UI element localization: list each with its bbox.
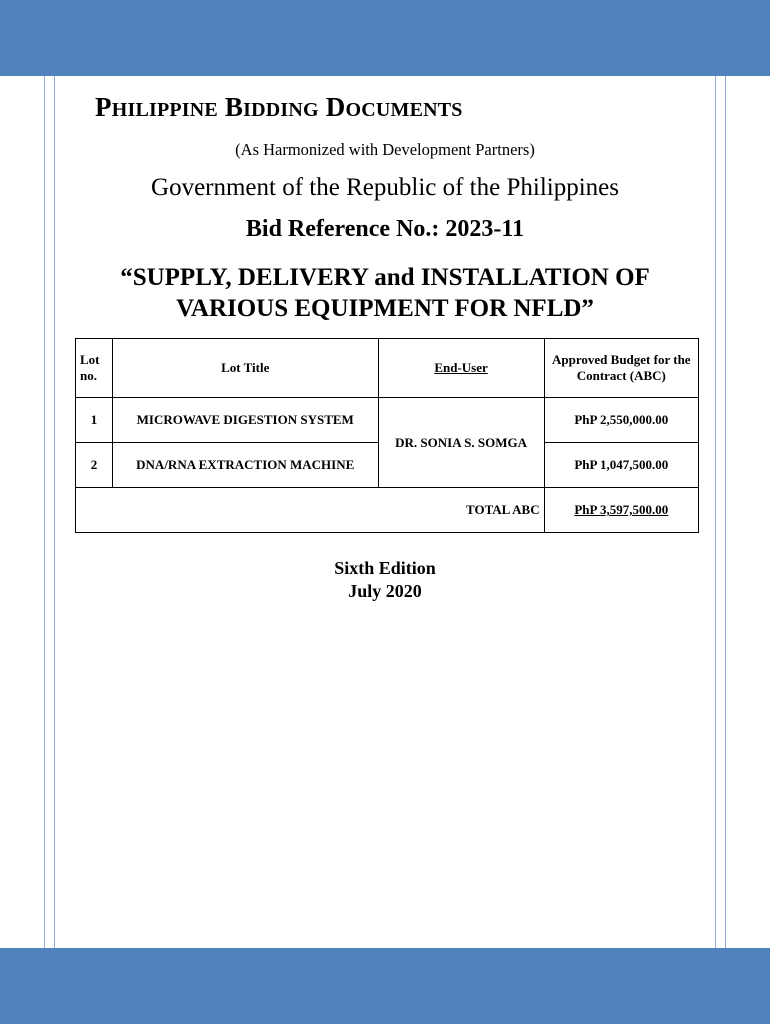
end-user-name: DR. SONIA S. SOMGA (378, 398, 544, 488)
lot-title: DNA/RNA EXTRACTION MACHINE (112, 443, 378, 488)
government-line: Government of the Republic of the Philippines (151, 174, 619, 201)
lot-number: 1 (76, 398, 113, 443)
right-border-line-outer (725, 76, 726, 948)
header-band (0, 0, 770, 76)
left-border-line-inner (54, 76, 55, 948)
total-row (76, 488, 699, 533)
lots-table (75, 338, 699, 533)
project-title-line-2: VARIOUS EQUIPMENT FOR NFLD” (176, 295, 594, 322)
lot-number: 2 (76, 443, 113, 488)
footer-band (0, 948, 770, 1024)
bid-reference: Bid Reference No.: 2023-11 (245, 216, 525, 242)
header-lot-title: Lot Title (112, 339, 378, 398)
project-title-line-1: “SUPPLY, DELIVERY and INSTALLATION OF (120, 264, 650, 291)
total-value: PhP 3,597,500.00 (544, 488, 698, 533)
edition-date: July 2020 (348, 581, 422, 601)
header-abc: Approved Budget for the Contract (ABC) (544, 339, 698, 398)
document-subtitle: (As Harmonized with Development Partners) (235, 140, 535, 159)
project-title (85, 262, 685, 324)
lot-abc: PhP 2,550,000.00 (544, 398, 698, 443)
right-border-line-inner (715, 76, 716, 948)
lot-title: MICROWAVE DIGESTION SYSTEM (112, 398, 378, 443)
document-title: PHILIPPINE BIDDING DOCUMENTS (95, 92, 463, 122)
table-row (76, 398, 699, 443)
left-border-line-outer (44, 76, 45, 948)
lot-abc: PhP 1,047,500.00 (544, 443, 698, 488)
header-end-user: End-User (378, 339, 544, 398)
table-header-row (76, 339, 699, 398)
total-label: TOTAL ABC (76, 488, 545, 533)
header-lot-no: Lot no. (76, 339, 113, 398)
edition-label: Sixth Edition (334, 558, 436, 578)
edition-block (0, 557, 770, 603)
